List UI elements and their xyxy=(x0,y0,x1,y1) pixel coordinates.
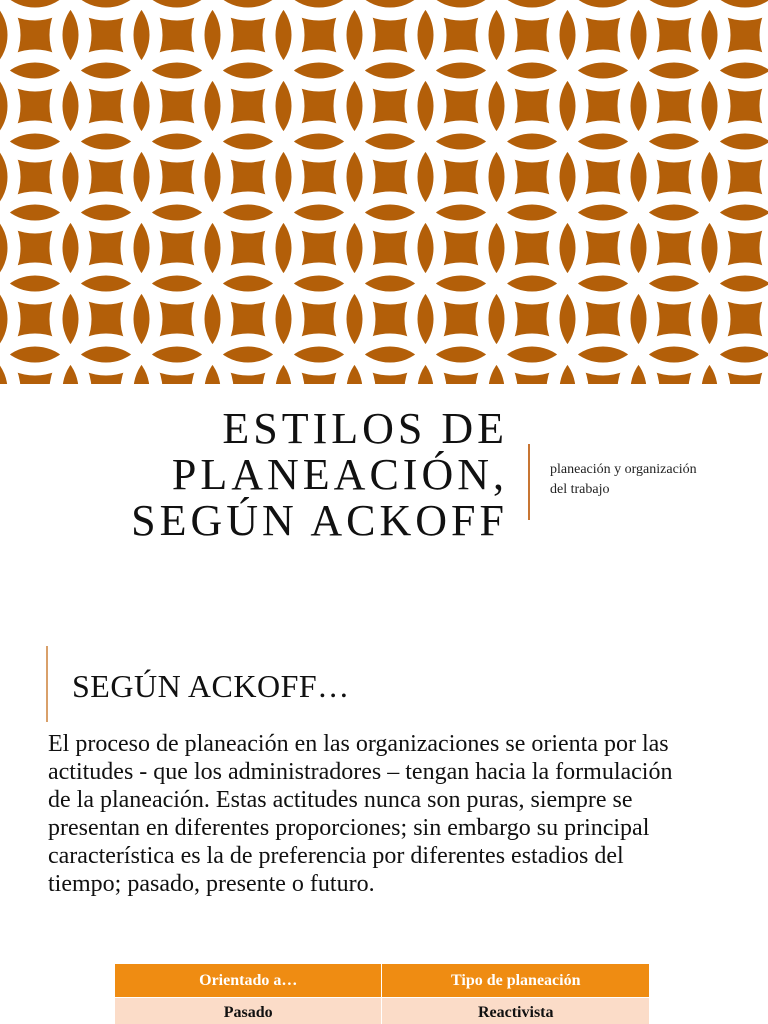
pattern-graphic xyxy=(0,0,768,384)
section-accent-bar xyxy=(46,646,48,722)
table-header-row xyxy=(115,964,650,998)
body-line: característica es la de preferencia por diferentes estadios del xyxy=(48,843,624,869)
body-line: El proceso de planeación en las organizaciones se orienta por las xyxy=(48,731,669,757)
main-title-line: SEGÚN ACKOFF xyxy=(131,496,508,545)
table-cell: Reactivista xyxy=(382,998,650,1024)
title-slide xyxy=(0,384,768,584)
subtitle-line: planeación y organización xyxy=(550,462,697,477)
body-line: actitudes - que los administradores – tengan hacia la formulación xyxy=(48,759,673,785)
table-row xyxy=(115,998,650,1024)
subtitle-line: del trabajo xyxy=(550,482,610,497)
body-line: tiempo; pasado, presente o futuro. xyxy=(48,871,375,897)
body-line: de la planeación. Estas actitudes nunca son puras, siempre se xyxy=(48,787,633,813)
body-line: presentan en diferentes proporciones; sin embargo su principal xyxy=(48,815,650,841)
table-cell: Pasado xyxy=(115,998,382,1024)
table-header-cell: Tipo de planeación xyxy=(382,964,650,998)
planning-table xyxy=(114,963,650,1024)
main-title-line: PLANEACIÓN, xyxy=(171,450,508,499)
subtitle xyxy=(550,460,750,500)
table-header-cell: Orientado a… xyxy=(115,964,382,998)
main-title xyxy=(48,406,508,544)
body-paragraph xyxy=(48,730,738,898)
section-heading: SEGÚN ACKOFF… xyxy=(72,668,350,704)
main-title-line: ESTILOS DE xyxy=(222,404,508,453)
interlocking-circles-pattern xyxy=(0,0,768,384)
title-divider xyxy=(528,444,530,520)
